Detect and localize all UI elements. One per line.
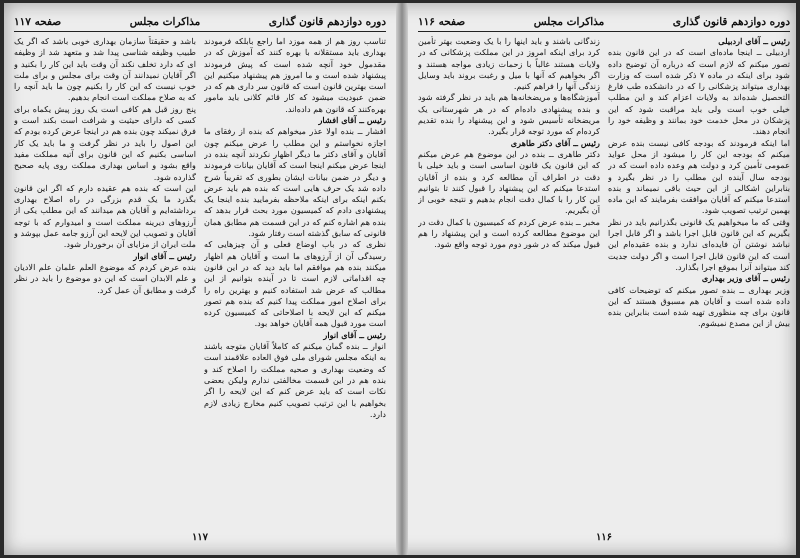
speaker-line: رئیس ــ آقای انوار bbox=[133, 250, 196, 261]
paragraph: افشار ــ بنده اولا عذر میخواهم که بنده از رفقای ما اجازه نخواستم و این مطلب را عرض میکنم چون آقایان و آقای دکتر ما دیگر اظهار نکردند آنچه بنده در اینجا عرض میکنم اینجا است که آقایان بیانات فرمودند و دیگر در ضمن بیانات ایشان بطوری که تقریباً شرح داده شد یک حرف هایی است که بنده هم باید عرض بکنم اینکه برای اینکه ملاحظه بفرمایید بنده اینجا یک پیشنهادی دادم که کمیسیون مورد بحث قرار بدهد که بنده هم اشاره کنم که در این قسمت هم مطابق همان قانونی که سابق گذشته است رفتار شود. bbox=[204, 126, 386, 239]
paragraph: مخبر ــ بنده عرض کردم که کمیسیون با کمال دقت در این موضوع مطالعه کرده است و این پیشنهاد را هم قبول میکند که در شور دوم مورد توجه واقع شود. bbox=[418, 216, 600, 250]
paragraph: تناسب روز هم از همه موزد اما راجع بابلکه فرمودند بهداری باید مستقلانه با بهره کنند که آموزش که در مقدمول خود آنچه شده است که پیش فرمودند پیشنهاد شده است و ما امروز هم پیشنهاد میکنیم این است بهترین قانون است که قانون سر داری هم که در ضمن عبودیت میشود که کار قائم کلانی باید مامور بهره‌کنند که قانون هم داده‌اند. bbox=[204, 36, 386, 114]
paragraph: وقتی که ما میخواهیم یک قانونی بگذرانیم باید در نظر بگیریم که این قانون قابل اجرا باشد و اگر قابل اجرا نباشد نوشتن آن فایده‌ای ندارد و بنده عقیده‌ام این است که این قانون قابل اجرا است و اگر دولت جدیت کند میتواند آنرا بموقع اجرا بگذارد. bbox=[608, 216, 790, 272]
page-header bbox=[418, 13, 790, 32]
header-session: دوره دوازدهم قانون گذاری bbox=[672, 16, 790, 28]
text-column-left bbox=[418, 36, 600, 526]
text-column-left bbox=[14, 36, 196, 526]
text-columns bbox=[418, 36, 790, 526]
paragraph: پنج روز قبل هم کافی است یک روز پیش یکماه برای کسی که دارای حیثیت و شرافت است بکند است و فرق نمیکند چون بنده هم در اینجا عرض کرده بودم که این اصول را باید در نظر گرفت و ما باید یک کار اساسی بکنیم که این قانون برای آتیه مملکت مفید واقع بشود و اساس بهداری مملکت روی پایه صحیح گذارده شود. bbox=[14, 103, 196, 182]
book-spread bbox=[4, 3, 796, 555]
paragraph: اردبیلی ــ اینجا ماده‌ای است که در این قانون بنده تصور میکنم که لازم است که درباره آن توضیح داده شود برای اینکه در ماده ۷ ذکر شده است که وزارت بهداری میتواند پزشکانی را که در دانشکده طب فارغ التحصیل شده‌اند به ولایات اعزام کند و این مطلب خیلی خوب است ولی باید مراقبت شود که این پزشکان در محل خدمت خود بمانند و وظیفه خود را انجام دهند. bbox=[608, 47, 790, 137]
header-title: مذاکرات مجلس bbox=[129, 16, 201, 28]
speaker-line: رئیس ــ آقای انوار bbox=[323, 329, 386, 340]
speaker-line: رئیس ــ آقای دکتر طاهری bbox=[510, 137, 600, 148]
paragraph: آموزشگاه‌ها و مریضخانه‌ها هم باید در نظر گرفته شود و بنده پیشنهادی داده‌ام که در هر شهرستانی یک مریضخانه تأسیس شود و این پیشنهاد را بنده تقدیم کرده‌ام که مورد توجه قرار بگیرد. bbox=[418, 92, 600, 137]
speaker-line: رئیس ــ آقای افشار bbox=[318, 115, 386, 126]
paragraph: این است که بنده هم عقیده دارم که اگر این قانون بگذرد ما یک قدم بزرگی در راه اصلاح بهداری برداشته‌ایم و آقایان هم میدانند که این مطلب یکی از آرزوهای دیرینه مملکت است و امیدوارم که با توجه آقایان و تصویب این لایحه این آرزو جامه عمل بپوشد و ملت ایران از مزایای آن برخوردار شود. bbox=[14, 182, 196, 250]
paragraph: باشد و حقیقتاً سازمان بهداری خوبی باشد که اگر یک طبیب وظیفه شناسی پیدا شد و متعهد شد از وظیفه ای که دارد تخلف نکند آن وقت باید این کار را بکنید و اگر آقایان نمیدانند آن وقت برای مجلس و برای ملت خوب نیست که این کار را بکنیم چون ما باید آنچه را که به صلاح مملکت است انجام بدهیم. bbox=[14, 36, 196, 103]
paragraph: بنده عرض کردم که موضوع العلم علمان علم الادیان و علم الابدان است که این دو موضوع را باید در نظر گرفت و مطابق آن عمل کرد. bbox=[14, 261, 196, 295]
header-session: دوره دوازدهم قانون گذاری bbox=[268, 16, 386, 28]
paragraph: اما اینکه فرمودند که بودجه کافی نیست بنده عرض میکنم که بودجه این کار را میشود از محل عواید عمومی تأمین کرد و دولت هم وعده داده است که در بودجه سال آینده این مطلب را در نظر بگیرد و بنابراین اشکالی از این حیث باقی نمیماند و بنده استدعا میکنم که آقایان موافقت بفرمایند که این ماده بهمین ترتیب تصویب شود. bbox=[608, 137, 790, 216]
paragraph: وزیر بهداری ــ بنده تصور میکنم که توضیحات کافی داده شده است و آقایان هم مسبوق هستند که این قانون برای چه منظوری تهیه شده است بنابراین بنده بیش از این مصدع نمیشوم. bbox=[608, 284, 790, 329]
header-page-number: صفحه ۱۱۶ bbox=[418, 16, 466, 28]
paragraph: انوار ــ بنده گمان میکنم که کاملاً آقایان متوجه باشند به اینکه مجلس شورای ملی فوق العاده علاقمند است که وضعیت بهداری و صحیه مملکت را اصلاح کند و بنده هم در این قسمت مخالفتی ندارم ولیکن بعضی نکات است که باید عرض کنم که این لایحه را اگر بخواهیم با این ترتیب تصویب کنیم مخارج زیادی لازم دارد. bbox=[204, 341, 386, 419]
text-column-right bbox=[204, 36, 386, 526]
text-column-right bbox=[608, 36, 790, 526]
speaker-line: رئیس ــ آقای اردبیلی bbox=[718, 36, 790, 46]
page-folio: ۱۱۷ bbox=[191, 532, 209, 543]
page-folio: ۱۱۶ bbox=[595, 532, 613, 543]
page-117 bbox=[14, 13, 386, 543]
book-gutter bbox=[396, 3, 408, 555]
speaker-line: رئیس ــ آقای وزیر بهداری bbox=[701, 273, 790, 284]
paragraph: دکتر طاهری ــ بنده در این موضوع هم عرض میکنم که این قانون یک قانون اساسی است و باید خیلی با دقت در اطراف آن مطالعه کرد و بنده از آقایان استدعا میکنم که این پیشنهاد را قبول کنند تا بتوانیم این کار را با کمال دقت انجام بدهیم و نتیجه خوبی از آن بگیریم. bbox=[418, 148, 600, 216]
text-columns bbox=[14, 36, 386, 526]
paragraph: زندگانی باشند و باید اینها را با یک وضعیت بهتر تأمین کرد برای اینکه امروز در این مملکت پزشکانی که در ولایات هستند غالباً با زحمات زیادی مواجه هستند و اگر بخواهیم که آنها با میل و رغبت بروند باید وسایل زندگی آنها را فراهم کنیم. bbox=[418, 36, 600, 92]
header-title: مذاکرات مجلس bbox=[533, 16, 605, 28]
page-header bbox=[14, 13, 386, 32]
paragraph: نظری که در باب اوضاع فعلی و آن چیزهایی که رسیدگی آن از آرزوهای ما است و آقایان هم اظهار میکنند بنده هم موافقم اما باید دید که در این قانون چه اقداماتی لازم است تا در آینده بتوانیم از این مطالب که عرض شد استفاده کنیم و بهترین راه را برای اصلاح امور مملکت پیدا کنیم که بنده هم تصور میکنم که این لایحه با اصلاحاتی که کمیسیون کرده است مورد قبول همه آقایان خواهد بود. bbox=[204, 239, 386, 329]
header-page-number: صفحه ۱۱۷ bbox=[14, 16, 62, 28]
page-116 bbox=[418, 13, 790, 543]
